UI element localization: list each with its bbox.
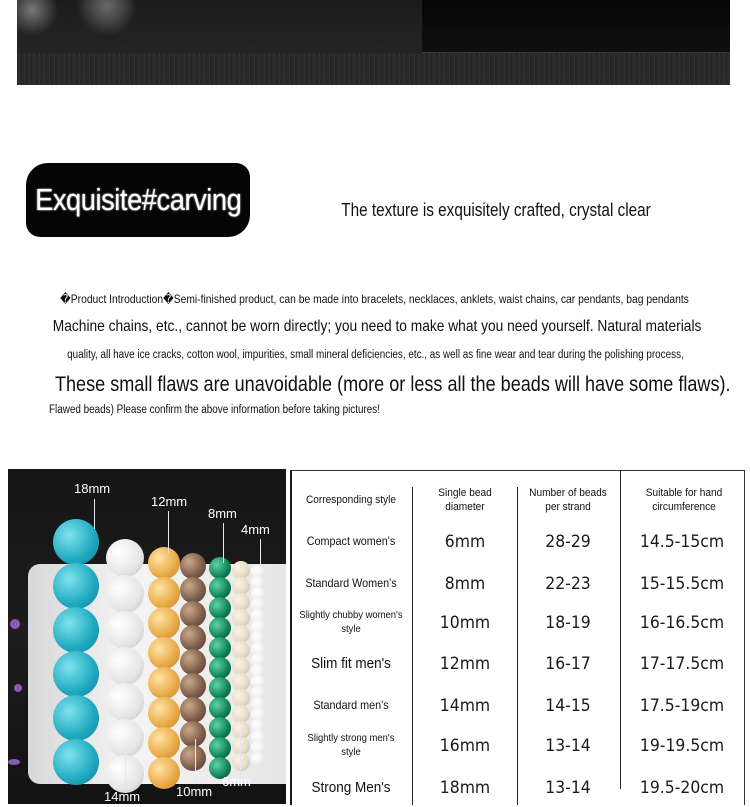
bead <box>53 607 99 653</box>
bead <box>209 697 231 719</box>
bracelet-size-photo <box>8 469 286 804</box>
table-cell-count: 28-29 <box>545 531 591 552</box>
table-cell-diameter: 12mm <box>439 653 491 674</box>
column-divider <box>412 487 413 805</box>
bead <box>53 695 99 741</box>
bead <box>106 611 144 649</box>
intro-line-3: quality, all have ice cracks, cotton wool, impurities, small mineral deficiencies, etc., as well as fine wear and tear during the polishing process, <box>66 349 684 361</box>
column-divider <box>517 487 518 805</box>
bead <box>209 717 231 739</box>
table-cell-count: 18-19 <box>545 612 591 633</box>
bead <box>209 597 231 619</box>
bead <box>180 577 206 603</box>
size-label-14mm: 14mm <box>104 789 141 804</box>
table-cell-circumference: 16-16.5cm <box>639 612 725 633</box>
flower-decoration <box>8 759 20 765</box>
table-cell-count: 16-17 <box>545 653 591 674</box>
size-label-4mm: 4mm <box>241 522 270 537</box>
table-cell-circumference: 19.5-20cm <box>639 777 725 798</box>
bead <box>180 697 206 723</box>
texture-caption: The texture is exquisitely crafted, crystal clear <box>341 200 651 220</box>
intro-line-5: Flawed beads) Please confirm the above information before taking pictures! <box>49 404 380 416</box>
size-label-6mm: 6mm <box>222 774 251 789</box>
leader-line <box>195 739 196 784</box>
bead <box>209 637 231 659</box>
bead <box>53 563 99 609</box>
bead <box>106 539 144 577</box>
bead <box>180 649 206 675</box>
bead <box>106 647 144 685</box>
bead <box>232 753 250 771</box>
bead <box>148 547 180 579</box>
table-cell-diameter: 8mm <box>444 573 486 594</box>
badge-title: Exquisite#carving <box>34 182 242 217</box>
bead <box>251 752 264 765</box>
bead <box>209 577 231 599</box>
intro-line-2: Machine chains, etc., cannot be worn directly; you need to make what you need yourself. Natural materials <box>52 318 702 335</box>
bead <box>209 557 231 579</box>
leader-line <box>125 749 126 789</box>
bead <box>53 651 99 697</box>
table-cell-circumference: 19-19.5cm <box>639 735 725 756</box>
table-cell-diameter: 16mm <box>439 735 491 756</box>
table-cell-style: Compact women's <box>306 534 396 549</box>
bead <box>180 745 206 771</box>
size-label-12mm: 12mm <box>151 494 188 509</box>
bead <box>209 657 231 679</box>
table-cell-style: Slightly chubby women's style <box>299 609 403 635</box>
bead <box>209 737 231 759</box>
bead <box>148 637 180 669</box>
table-cell-circumference: 17.5-19cm <box>639 695 725 716</box>
table-cell-count: 13-14 <box>545 735 591 756</box>
bead <box>148 697 180 729</box>
intro-line-4: These small flaws are unavoidable (more or less all the beads will have some flaws). <box>54 373 731 396</box>
size-table <box>290 470 745 805</box>
table-cell-count: 13-14 <box>545 777 591 798</box>
bead <box>180 601 206 627</box>
size-label-10mm: 10mm <box>176 784 213 799</box>
column-divider <box>620 471 621 789</box>
header-circumference: Suitable for hand circumference <box>645 486 723 513</box>
table-cell-circumference: 14.5-15cm <box>639 531 725 552</box>
leader-line <box>168 511 169 553</box>
bead <box>180 553 206 579</box>
table-cell-style: Standard men's <box>313 698 389 713</box>
table-cell-style: Slim fit men's <box>311 655 391 673</box>
bead <box>209 677 231 699</box>
bead <box>180 625 206 651</box>
flower-decoration <box>10 619 20 629</box>
table-cell-style: Slightly strong men's style <box>307 732 395 758</box>
leader-line <box>260 539 261 569</box>
bead <box>106 683 144 721</box>
table-cell-diameter: 10mm <box>439 612 491 633</box>
photo-texture <box>17 53 730 85</box>
header-diameter: Single bead diameter <box>438 486 492 513</box>
leader-line <box>240 729 241 774</box>
table-cell-diameter: 18mm <box>439 777 491 798</box>
size-label-18mm: 18mm <box>74 481 111 496</box>
table-cell-count: 14-15 <box>545 695 591 716</box>
bead <box>148 727 180 759</box>
table-cell-style: Strong Men's <box>311 779 391 797</box>
bead <box>180 673 206 699</box>
bead <box>180 721 206 747</box>
bead <box>106 575 144 613</box>
bead <box>53 739 99 785</box>
table-cell-diameter: 6mm <box>444 531 486 552</box>
flower-decoration <box>14 684 22 692</box>
intro-line-1: �Product Introduction�Semi-finished product, can be made into bracelets, necklaces, anklets, waist chains, car pendants, bag pendants <box>60 292 690 306</box>
table-cell-diameter: 14mm <box>439 695 491 716</box>
photo-dark-block <box>422 0 730 53</box>
bead <box>148 667 180 699</box>
table-cell-style: Standard Women's <box>305 576 397 591</box>
bead <box>209 617 231 639</box>
leader-line <box>223 523 224 563</box>
bead <box>148 607 180 639</box>
leader-line <box>94 499 95 529</box>
table-cell-circumference: 17-17.5cm <box>639 653 725 674</box>
carving-badge <box>26 163 250 237</box>
table-cell-count: 22-23 <box>545 573 591 594</box>
table-cell-circumference: 15-15.5cm <box>639 573 725 594</box>
header-style: Corresponding style <box>305 493 397 506</box>
bead <box>53 519 99 565</box>
top-product-photo <box>17 0 730 85</box>
bead <box>148 577 180 609</box>
size-label-8mm: 8mm <box>208 506 237 521</box>
header-bead-count: Number of beads per strand <box>529 486 607 513</box>
